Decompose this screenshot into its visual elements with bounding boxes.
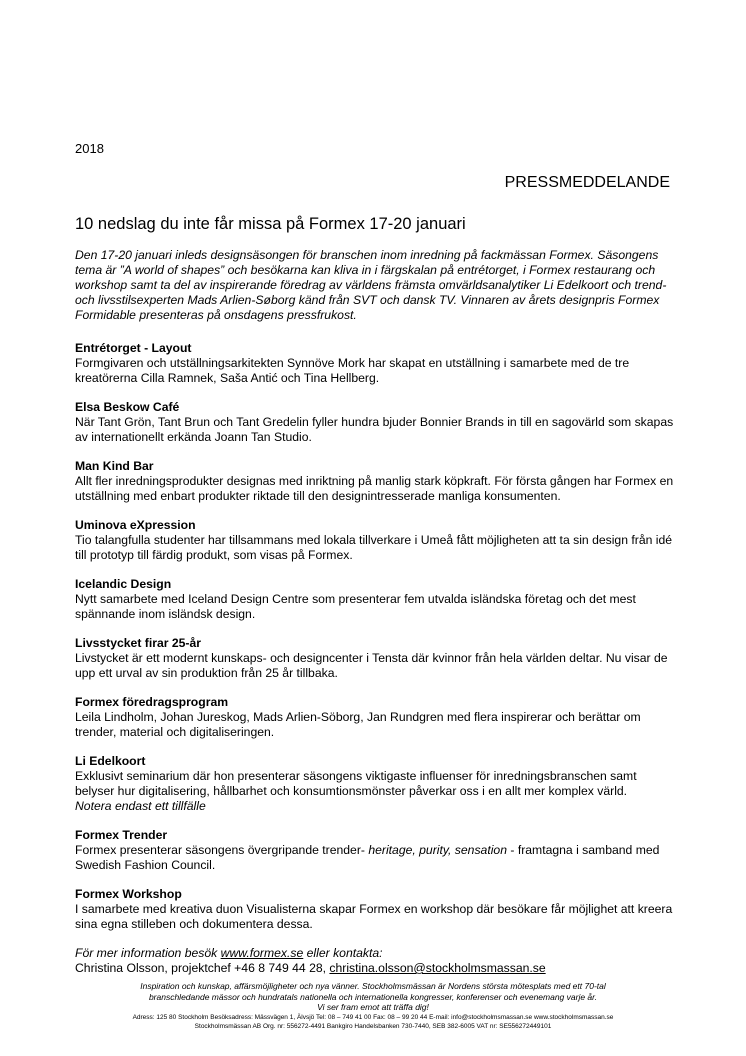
section-formex-trender xyxy=(75,828,675,873)
trender-text-after: - framtagna i samband med Swedish Fashion Council. xyxy=(75,843,660,872)
section-text: I samarbete med kreativa duon Visualisterna skapar Formex en workshop där besökare får möjlighet att kreera sina egna stilleben och dokumentera dessa. xyxy=(75,902,673,931)
section-note: Notera endast ett tillfälle xyxy=(75,799,206,813)
section-text: Exklusivt seminarium där hon presenterar säsongens viktigaste influenser för inredningsbranschen samt belyser hur digitalisering, hållbarhet och konsumtionsmönster påverkar oss i en allt mer komplex värld. xyxy=(75,769,637,798)
section-title: Formex föredragsprogram xyxy=(75,695,229,709)
footer-tagline-3: Vi ser fram emot att träffa dig! xyxy=(317,1002,429,1012)
contact-tail: eller kontakta: xyxy=(303,946,383,960)
intro-paragraph: Den 17-20 januari inleds designsäsongen för branschen inom inredning på fackmässan Formex. Säsongens tema är ”A world of shapes” och besökarna kan kliva in i färgskalan på entrétorget, i Formex restaurang och workshop samt ta del av inspirerande föredrag av världens främsta omvärldsanalytiker Li Edelkoort och trend- och livsstilsexperten Mads Arlien-Søborg känd från SVT och dansk TV. Vinnaren av årets designpris Formex Formidable presenteras på onsdagens pressfrukost. xyxy=(75,248,667,322)
section-uminova xyxy=(75,518,675,563)
section-man-kind-bar xyxy=(75,459,675,504)
section-text: När Tant Grön, Tant Brun och Tant Gredelin fyller hundra bjuder Bonnier Brands in till en sagovärld som skapas av internationellt erkända Joann Tan Studio. xyxy=(75,415,674,444)
section-title: Icelandic Design xyxy=(75,577,172,591)
footer-tagline-2: branschledande mässor och hundratals nationella och internationella kongresser, konferenser och evenemang varje år. xyxy=(148,991,598,1002)
section-text: Formgivaren och utställningsarkitekten Synnöve Mork har skapat en utställning i samarbete med de tre kreatörerna Cilla Ramnek, Saša Antić och Tina Hellberg. xyxy=(75,356,630,385)
footer-tagline-1: Inspiration och kunskap, affärsmöjligheter och nya vänner. Stockholmsmässan är Nordens största mötesplats med ett 70-tal xyxy=(140,981,606,991)
contact-info-line xyxy=(75,946,675,961)
footer xyxy=(0,981,746,1031)
section-text: Livstycket är ett modernt kunskaps- och designcenter i Tensta där kvinnor från hela världen deltar. Nu visar de upp ett urval av sin produktion från 25 år tillbaka. xyxy=(75,651,668,680)
section-elsa-beskow xyxy=(75,400,675,445)
section-livsstycket xyxy=(75,636,675,681)
headline: 10 nedslag du inte får missa på Formex 17-20 januari xyxy=(75,215,466,233)
footer-company: Stockholmsmässan AB Org. nr: 556272-4491 Bankgiro Handelsbanken 730-7440, SEB 382-6005 VAT nr: SE556272449101 xyxy=(194,1022,552,1030)
section-text: Allt fler inredningsprodukter designas med inriktning på manlig stark köpkraft. För första gången har Formex en utställning med enbart produkter riktade till den designintresserade manliga konsumenten. xyxy=(75,474,674,503)
section-text xyxy=(75,843,675,873)
section-title: Uminova eXpression xyxy=(75,518,196,532)
section-title: Entrétorget - Layout xyxy=(75,341,192,355)
document-year: 2018 xyxy=(75,141,104,156)
section-icelandic-design xyxy=(75,577,675,622)
section-title: Formex Workshop xyxy=(75,887,182,901)
document-type: PRESSMEDDELANDE xyxy=(504,174,670,191)
section-title: Man Kind Bar xyxy=(75,459,154,473)
section-text: Nytt samarbete med Iceland Design Centre som presenterar fem utvalda isländska företag och det mest spännande inom isländsk design. xyxy=(75,592,636,621)
section-entretorget xyxy=(75,341,675,386)
contact-person: Christina Olsson, projektchef +46 8 749 44 28, xyxy=(75,961,330,975)
contact-person-line xyxy=(75,961,675,976)
formex-website-link[interactable]: www.formex.se xyxy=(220,946,304,960)
section-foredragsprogram xyxy=(75,695,675,740)
footer-address: Adress: 125 80 Stockholm Besöksadress: Mässvägen 1, Älvsjö Tel: 08 – 749 41 00 Fax: 08 – 99 20 44 E-mail: info@stockholmsmassan.se www.stockholmsmassan.se xyxy=(132,1013,614,1021)
section-text: Tio talangfulla studenter har tillsammans med lokala tillverkare i Umeå fått möjligheten att ta sin design från idé till prototyp till färdig produkt, som visas på Formex. xyxy=(75,533,673,562)
trender-text-before: Formex presenterar säsongens övergripande trender- xyxy=(75,843,369,857)
section-text: Leila Lindholm, Johan Jureskog, Mads Arlien-Söborg, Jan Rundgren med flera inspirerar och berättar om trender, material och digitaliseringen. xyxy=(75,710,641,739)
trender-keywords: heritage, purity, sensation xyxy=(368,843,507,857)
press-body xyxy=(75,248,675,976)
section-title: Formex Trender xyxy=(75,828,168,842)
section-formex-workshop xyxy=(75,887,675,932)
section-title: Li Edelkoort xyxy=(75,754,146,768)
contact-email-link[interactable]: christina.olsson@stockholmsmassan.se xyxy=(329,961,546,975)
section-li-edelkoort xyxy=(75,754,675,814)
section-title: Elsa Beskow Café xyxy=(75,400,180,414)
contact-lead: För mer information besök xyxy=(75,946,221,960)
section-title: Livsstycket firar 25-år xyxy=(75,636,202,650)
